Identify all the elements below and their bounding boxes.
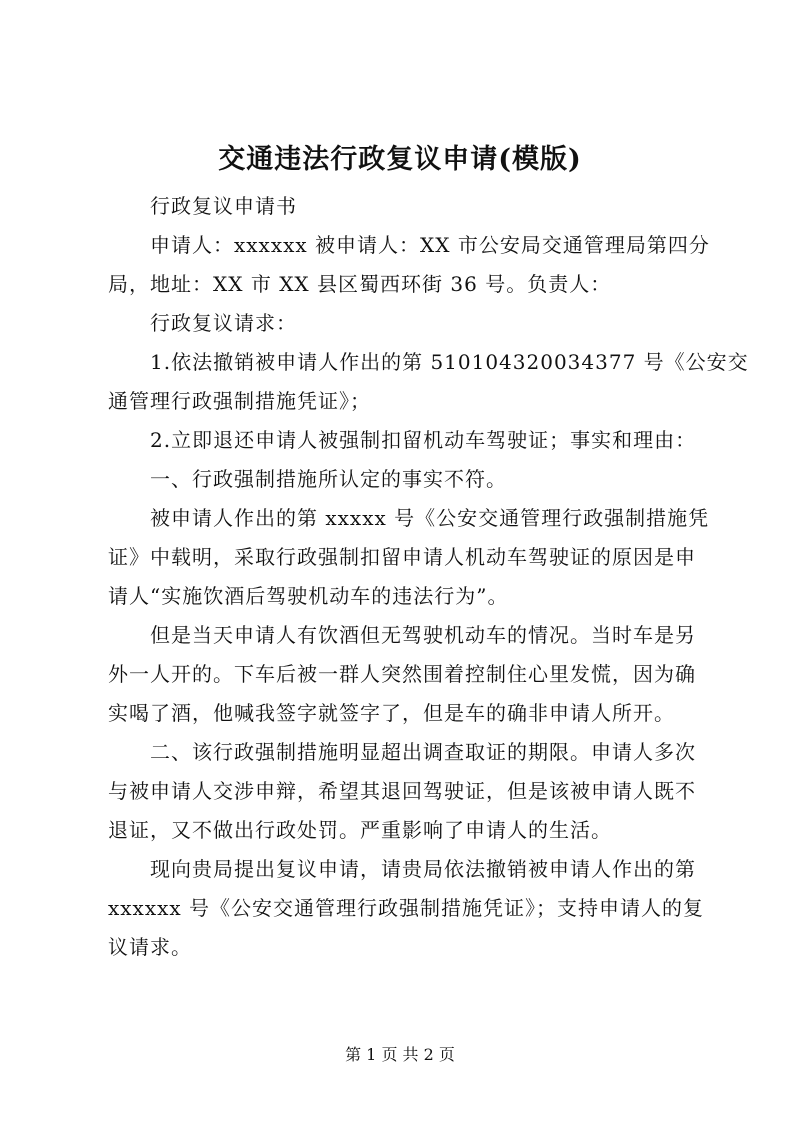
body-paragraph [108,343,749,421]
paragraph-line: 局，地址：XX 市 XX 县区蜀西环街 36 号。负责人： [108,272,612,296]
paragraph-line: 退证，又不做出行政处罚。严重影响了申请人的生活。 [108,818,612,842]
paragraph-line: 行政复议请求： [150,311,297,335]
body-paragraph [108,460,716,499]
paragraph-line: 证》中载明，采取行政强制扣留申请人机动车驾驶证的原因是申 [108,545,696,569]
paragraph-line: 被申请人作出的第 xxxxx 号《公安交通管理行政强制措施凭 [150,506,710,530]
paragraph-line: 行政复议申请书 [150,194,297,218]
paragraph-line: 二、该行政强制措施明显超出调查取证的期限。申请人多次 [150,740,696,764]
body-paragraph [108,616,716,733]
paragraph-line: 实喝了酒，他喊我签字就签字了，但是车的确非申请人所开。 [108,701,675,725]
paragraph-line: 1.依法撤销被申请人作出的第 510104320034377 号《公安交 [150,350,749,374]
paragraph-line: xxxxxx 号《公安交通管理行政强制措施凭证》；支持申请人的复 [108,896,705,920]
body-paragraph [108,304,716,343]
paragraph-line: 一、行政强制措施所认定的事实不符。 [150,467,507,491]
paragraph-line: 通管理行政强制措施凭证》； [108,389,371,413]
paragraph-line: 现向贵局提出复议申请，请贵局依法撤销被申请人作出的第 [150,857,696,881]
page-footer: 第 1 页 共 2 页 [345,1045,455,1064]
document-title: 交通违法行政复议申请(模版) [218,144,582,175]
paragraph-line: 2.立即退还申请人被强制扣留机动车驾驶证；事实和理由： [150,428,697,452]
paragraph-line: 议请求。 [108,935,192,959]
document-body [108,187,749,967]
body-paragraph [108,187,716,226]
body-paragraph [108,421,716,460]
paragraph-line: 与被申请人交涉申辩，希望其退回驾驶证，但是该被申请人既不 [108,779,696,803]
paragraph-line: 请人“实施饮酒后驾驶机动车的违法行为”。 [108,584,509,608]
body-paragraph [108,499,716,616]
paragraph-line: 外一人开的。下车后被一群人突然围着控制住心里发慌，因为确 [108,662,696,686]
body-paragraph [108,733,716,850]
body-paragraph [108,850,716,967]
paragraph-line: 申请人：xxxxxx 被申请人：XX 市公安局交通管理局第四分 [150,233,710,257]
paragraph-line: 但是当天申请人有饮酒但无驾驶机动车的情况。当时车是另 [150,623,696,647]
body-paragraph [108,226,716,304]
